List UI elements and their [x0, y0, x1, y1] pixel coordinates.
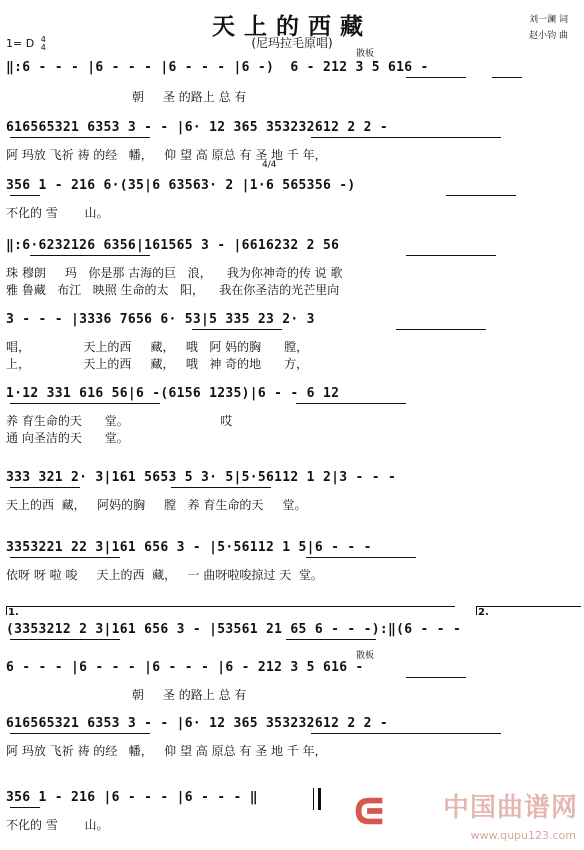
beam-line	[192, 329, 282, 330]
beam-line	[10, 639, 120, 640]
notation-line: 356 1 - 216 |6 - - - |6 - - - ‖	[6, 790, 258, 805]
score-system	[6, 120, 582, 160]
free-tempo-mark-repeat: 散板	[356, 651, 375, 661]
lyric-line: 上， 天上的西 藏， 哦 神 奇的地 方，	[6, 357, 309, 371]
score-system	[6, 238, 582, 297]
beam-line	[10, 487, 80, 488]
notation-line: (3353212 2 3|161 656 3 - |53561 21 65 6 - - -):‖(6 - - -	[6, 622, 462, 637]
lyric-line: 不化的 雪 山。	[6, 818, 109, 832]
key-signature	[6, 36, 46, 52]
second-ending-label: 2.	[478, 607, 489, 618]
beam-line	[406, 255, 496, 256]
beam-line	[296, 403, 406, 404]
time-top: 4	[40, 35, 46, 44]
beam-line	[10, 807, 40, 808]
score-system	[6, 312, 582, 371]
beam-line	[311, 733, 501, 734]
watermark-text: 中国曲谱网	[442, 793, 578, 823]
final-barline-thin	[313, 788, 314, 810]
notation-line: ‖:6 - - - |6 - - - |6 - - - |6 -) 6 - 212 3 5 616 -	[6, 60, 429, 75]
song-subtitle: (尼玛拉毛原唱)	[251, 36, 333, 50]
beam-line	[286, 639, 376, 640]
score-system	[6, 60, 582, 104]
beam-line	[406, 677, 466, 678]
first-ending-bracket	[6, 606, 455, 615]
notation-line: 3 - - - |3336 7656 6· 53|5 335 23 2· 3	[6, 312, 315, 327]
lyric-line: 养 育生命的天 堂。 哎	[6, 414, 233, 428]
notation-line: 616565321 6353 3 - - |6· 12 365 353232612 2 2 -	[6, 716, 388, 731]
beam-line	[10, 403, 160, 404]
beam-line	[10, 557, 120, 558]
lyric-line: 朝 圣 的路上 总 有	[6, 688, 247, 702]
score-system	[6, 178, 582, 218]
lyric-line: 通 向圣洁的天 堂。	[6, 431, 129, 445]
first-ending-label: 1.	[8, 607, 19, 618]
beam-line	[10, 733, 150, 734]
beam-line	[406, 77, 466, 78]
lyric-line: 依呀 呀 啦 唆 天上的西 藏， 一 曲呀啦唆掠过 天 堂。	[6, 568, 323, 582]
beam-line	[10, 195, 40, 196]
meter-change-mark: 4/4	[262, 160, 277, 170]
beam-line	[446, 195, 516, 196]
composer-credit: 赵小钧 曲	[529, 31, 568, 41]
lyric-line: 不化的 雪 山。	[6, 206, 109, 220]
notation-line: 6 - - - |6 - - - |6 - - - |6 - 212 3 5 616 -	[6, 660, 364, 675]
song-title: 天上的西藏	[212, 13, 372, 40]
notation-line: ‖:6·6232126 6356|161565 3 - |6616232 2 56	[6, 238, 340, 253]
lyric-line: 阿 玛放 飞祈 祷 的经 幡， 仰 望 高 原总 有 圣 地 千 年，	[6, 744, 327, 758]
time-bottom: 4	[40, 43, 46, 52]
score-system	[6, 716, 582, 756]
watermark-logo-icon	[350, 792, 388, 830]
beam-line	[10, 137, 150, 138]
beam-line	[30, 255, 150, 256]
key-text: 1= D	[6, 37, 35, 50]
notation-line: 1·12 331 616 56|6 -(6156 1235)|6 - - 6 12	[6, 386, 340, 401]
time-signature	[41, 36, 46, 52]
notation-line: 356 1 - 216 6·(35|6 63563· 2 |1·6 565356 -)	[6, 178, 356, 193]
notation-line: 3353221 22 3|161 656 3 - |5·56112 1 5|6 - - -	[6, 540, 372, 555]
score-system	[6, 622, 582, 652]
second-ending-bracket	[476, 606, 581, 615]
lyricist-credit: 刘一澜 词	[529, 15, 568, 25]
score-system	[6, 386, 582, 445]
final-barline	[318, 788, 321, 810]
beam-line	[311, 137, 501, 138]
notation-line: 333 321 2· 3|161 5653 5 3· 5|5·56112 1 2|3 - - -	[6, 470, 397, 485]
lyric-line: 朝 圣 的路上 总 有	[6, 90, 247, 104]
score-system	[6, 470, 582, 510]
score-system	[6, 540, 582, 580]
lyric-line: 雅 鲁藏 布江 映照 生命的太 阳， 我在你圣洁的光芒里向	[6, 283, 340, 297]
notation-line: 616565321 6353 3 - - |6· 12 365 353232612 2 2 -	[6, 120, 388, 135]
beam-line	[306, 557, 416, 558]
beam-line	[492, 77, 522, 78]
beam-line	[396, 329, 486, 330]
free-tempo-mark: 散板	[356, 49, 375, 59]
lyric-line: 唱， 天上的西 藏， 哦 阿 妈的胸 膛，	[6, 340, 309, 354]
lyric-line: 天上的西 藏， 阿妈的胸 膛 养 育生命的天 堂。	[6, 498, 307, 512]
beam-line	[171, 487, 271, 488]
lyric-line: 珠 穆朗 玛 你是那 古海的巨 浪， 我为你神奇的传 说 歌	[6, 266, 343, 280]
watermark-url: www.qupu123.com	[470, 829, 576, 842]
lyric-line: 阿 玛放 飞祈 祷 的经 幡， 仰 望 高 原总 有 圣 地 千 年，	[6, 148, 327, 162]
score-system	[6, 660, 582, 700]
